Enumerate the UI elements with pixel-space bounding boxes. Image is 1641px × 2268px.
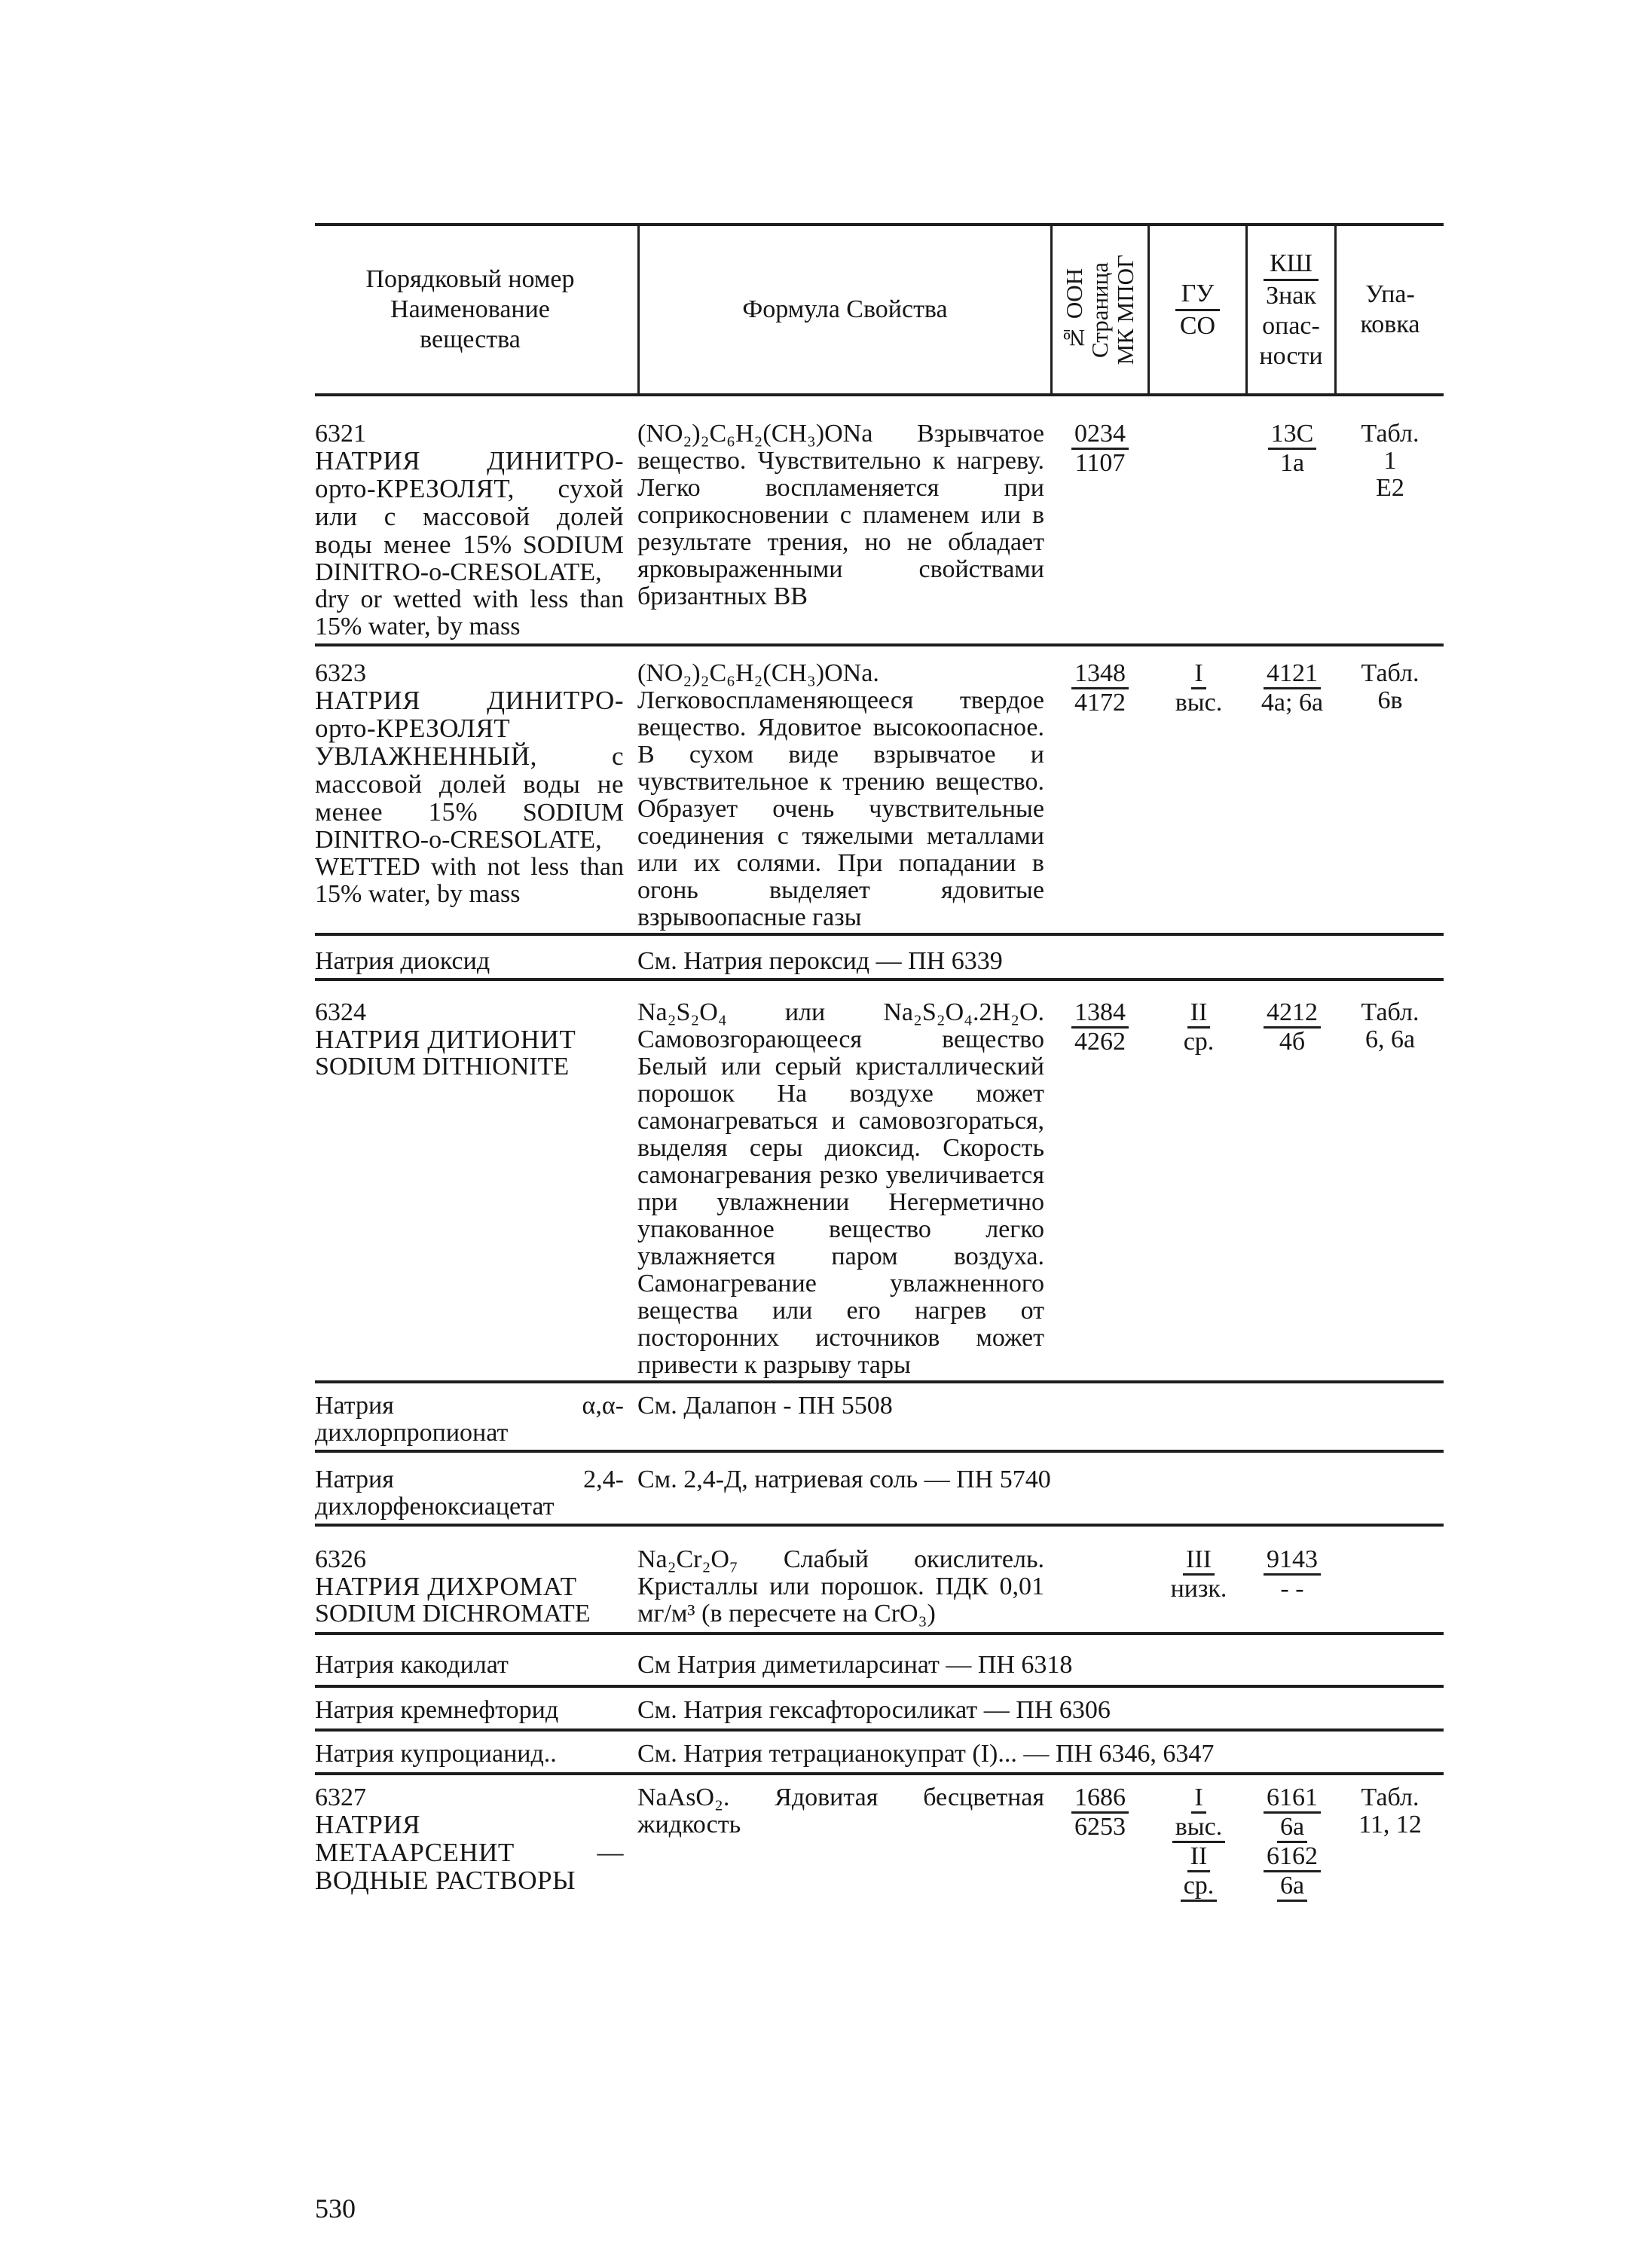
header-formula-column: Формула Свойства xyxy=(637,226,1050,393)
substance-name: 6327 НАТРИЯ МЕТААРСЕНИТ — ВОДНЫЕ РАСТВОРЫ xyxy=(315,1784,624,1895)
table-row xyxy=(315,1775,1444,1902)
header-gu-column: $\frac{ГУ}{СО}$ xyxy=(1150,226,1248,393)
gu-class: II ср. xyxy=(1183,998,1215,1056)
gu-class: I выс. II ср. xyxy=(1150,1784,1248,1902)
cross-reference: См. Натрия гексафторосиликат — ПН 6306 xyxy=(637,1696,1111,1724)
un-number: 1348 4172 xyxy=(1050,660,1150,931)
table-row xyxy=(315,1688,1444,1732)
substance-name: 6324 НАТРИЯ ДИТИОНИТ SODIUM DITHIONITE xyxy=(315,998,576,1081)
cross-reference: См. Далапон - ПН 5508 xyxy=(637,1392,893,1420)
cross-reference: См. Натрия пероксид — ПН 6339 xyxy=(637,947,1003,975)
table-row xyxy=(315,396,1444,646)
cross-reference: См. Натрия тетрацианокупрат (I)... — ПН 6346, 6347 xyxy=(637,1740,1215,1768)
cross-reference: См. 2,4-Д, натриевая соль — ПН 5740 xyxy=(637,1466,1051,1493)
hazard-sign: 4212 4б xyxy=(1248,999,1337,1379)
hazard-sign: 9143 - - xyxy=(1248,1546,1337,1628)
hazard-sign: 13С 1а xyxy=(1248,420,1337,640)
formula-properties: (NO₂)₂C₆H₂(CH₃)ONa Взрывчатое вещество. Чувствительно к нагреву. Легко воспламеняется при соприкосновении с пламенем или в результате трения, но не обладает ярковыраженными свойствами бризантных ВВ xyxy=(637,420,1044,610)
header-pack-column: Упа- ковка xyxy=(1360,280,1420,338)
un-number: 0234 1107 xyxy=(1050,420,1150,640)
header-name-column: Порядковый номер Наименование вещества xyxy=(365,265,575,353)
table-row xyxy=(315,981,1444,1383)
substance-name: Натрия какодилат xyxy=(315,1651,509,1679)
gu-class: I выс. xyxy=(1175,659,1223,717)
substance-name: 6323 НАТРИЯ ДИНИТРО-орто-КРЕЗОЛЯТ УВЛАЖНЕННЫЙ, с массовой долей воды не менее 15% SODIUM DINITRO-o-CRESOLATE, WETTED with not less than 15% water, by mass xyxy=(315,659,625,908)
packaging: Табл. 11, 12 xyxy=(1358,1784,1422,1839)
packaging: Табл. 6в xyxy=(1361,659,1419,714)
document-page xyxy=(315,223,1444,1902)
table-row xyxy=(315,1453,1444,1527)
header-ksh-column: КШ Знак опас- ности xyxy=(1248,226,1337,393)
cross-reference: См Натрия диметиларсинат — ПН 6318 xyxy=(637,1651,1073,1679)
header-un-column: № ООН Страница МК МПОГ xyxy=(1050,226,1150,393)
formula-properties: Na₂S₂O₄ или Na₂S₂O₄.2H₂O. Самовозгорающееся вещество Белый или серый кристаллический порошок На воздухе может самонагреваться и самовозгораться, выделяя серы диоксид. Скорость самонагревания резко увеличивается при увлажнении Негерметично упакованное вещество легко увлажняется паром воздуха. Самонагревание увлажненного вещества или его нагрев от посторонних источников может привести к разрыву тары xyxy=(637,998,1044,1379)
substance-name: 6321 НАТРИЯ ДИНИТРО-орто-КРЕЗОЛЯТ, сухой или с массовой долей воды менее 15% SODIUM DINITRO-o-CRESOLATE, dry or wetted with less than 15% water, by mass xyxy=(315,420,625,640)
packaging: Табл. 1 Е2 xyxy=(1361,420,1419,502)
gu-class xyxy=(1150,420,1248,640)
un-number: 1686 6253 xyxy=(1050,1784,1150,1902)
formula-properties: NaAsO₂. Ядовитая бесцветная жидкость xyxy=(637,1784,1044,1839)
table-row xyxy=(315,1527,1444,1635)
table-row xyxy=(315,1732,1444,1775)
hazard-sign: 4121 4а; 6а xyxy=(1261,659,1324,717)
packaging xyxy=(1337,1546,1444,1628)
substance-name: Натрия 2,4-дихлорфеноксиацетат xyxy=(315,1466,624,1521)
substance-name: Натрия диоксид xyxy=(315,947,490,975)
substance-name: 6326 НАТРИЯ ДИХРОМАТ SODIUM DICHROMATE xyxy=(315,1545,591,1628)
packaging: Табл. 6, 6а xyxy=(1361,998,1419,1053)
substance-name: Натрия α,α-дихлорпропионат xyxy=(315,1392,624,1447)
substance-name: Натрия купроцианид.. xyxy=(315,1740,557,1768)
table-header xyxy=(315,226,1444,396)
table-row xyxy=(315,1383,1444,1453)
page-number: 530 xyxy=(315,2193,356,2224)
substance-name: Натрия кремнефторид xyxy=(315,1696,559,1724)
un-number: 1384 4262 xyxy=(1050,999,1150,1379)
un-number xyxy=(1050,1546,1150,1628)
table-row xyxy=(315,936,1444,981)
table-row xyxy=(315,646,1444,936)
hazard-sign: 6161 6а 6162 6а xyxy=(1248,1784,1337,1902)
gu-class: III низк. xyxy=(1170,1545,1227,1603)
formula-properties: (NO₂)₂C₆H₂(CH₃)ONa. Легковоспламеняющееся твердое вещество. Ядовитое высокоопасное. В сухом виде взрывчатое и чувствительное к трению вещество. Образует очень чувствительные соединения с тяжелыми металлами или их солями. При попадании в огонь выделяет ядовитые взрывоопасные газы xyxy=(637,659,1044,931)
formula-properties: Na₂Cr₂O₇ Слабый окислитель. Кристаллы или порошок. ПДК 0,01 мг/м³ (в пересчете на CrO₃) xyxy=(637,1545,1044,1628)
table-row xyxy=(315,1635,1444,1688)
